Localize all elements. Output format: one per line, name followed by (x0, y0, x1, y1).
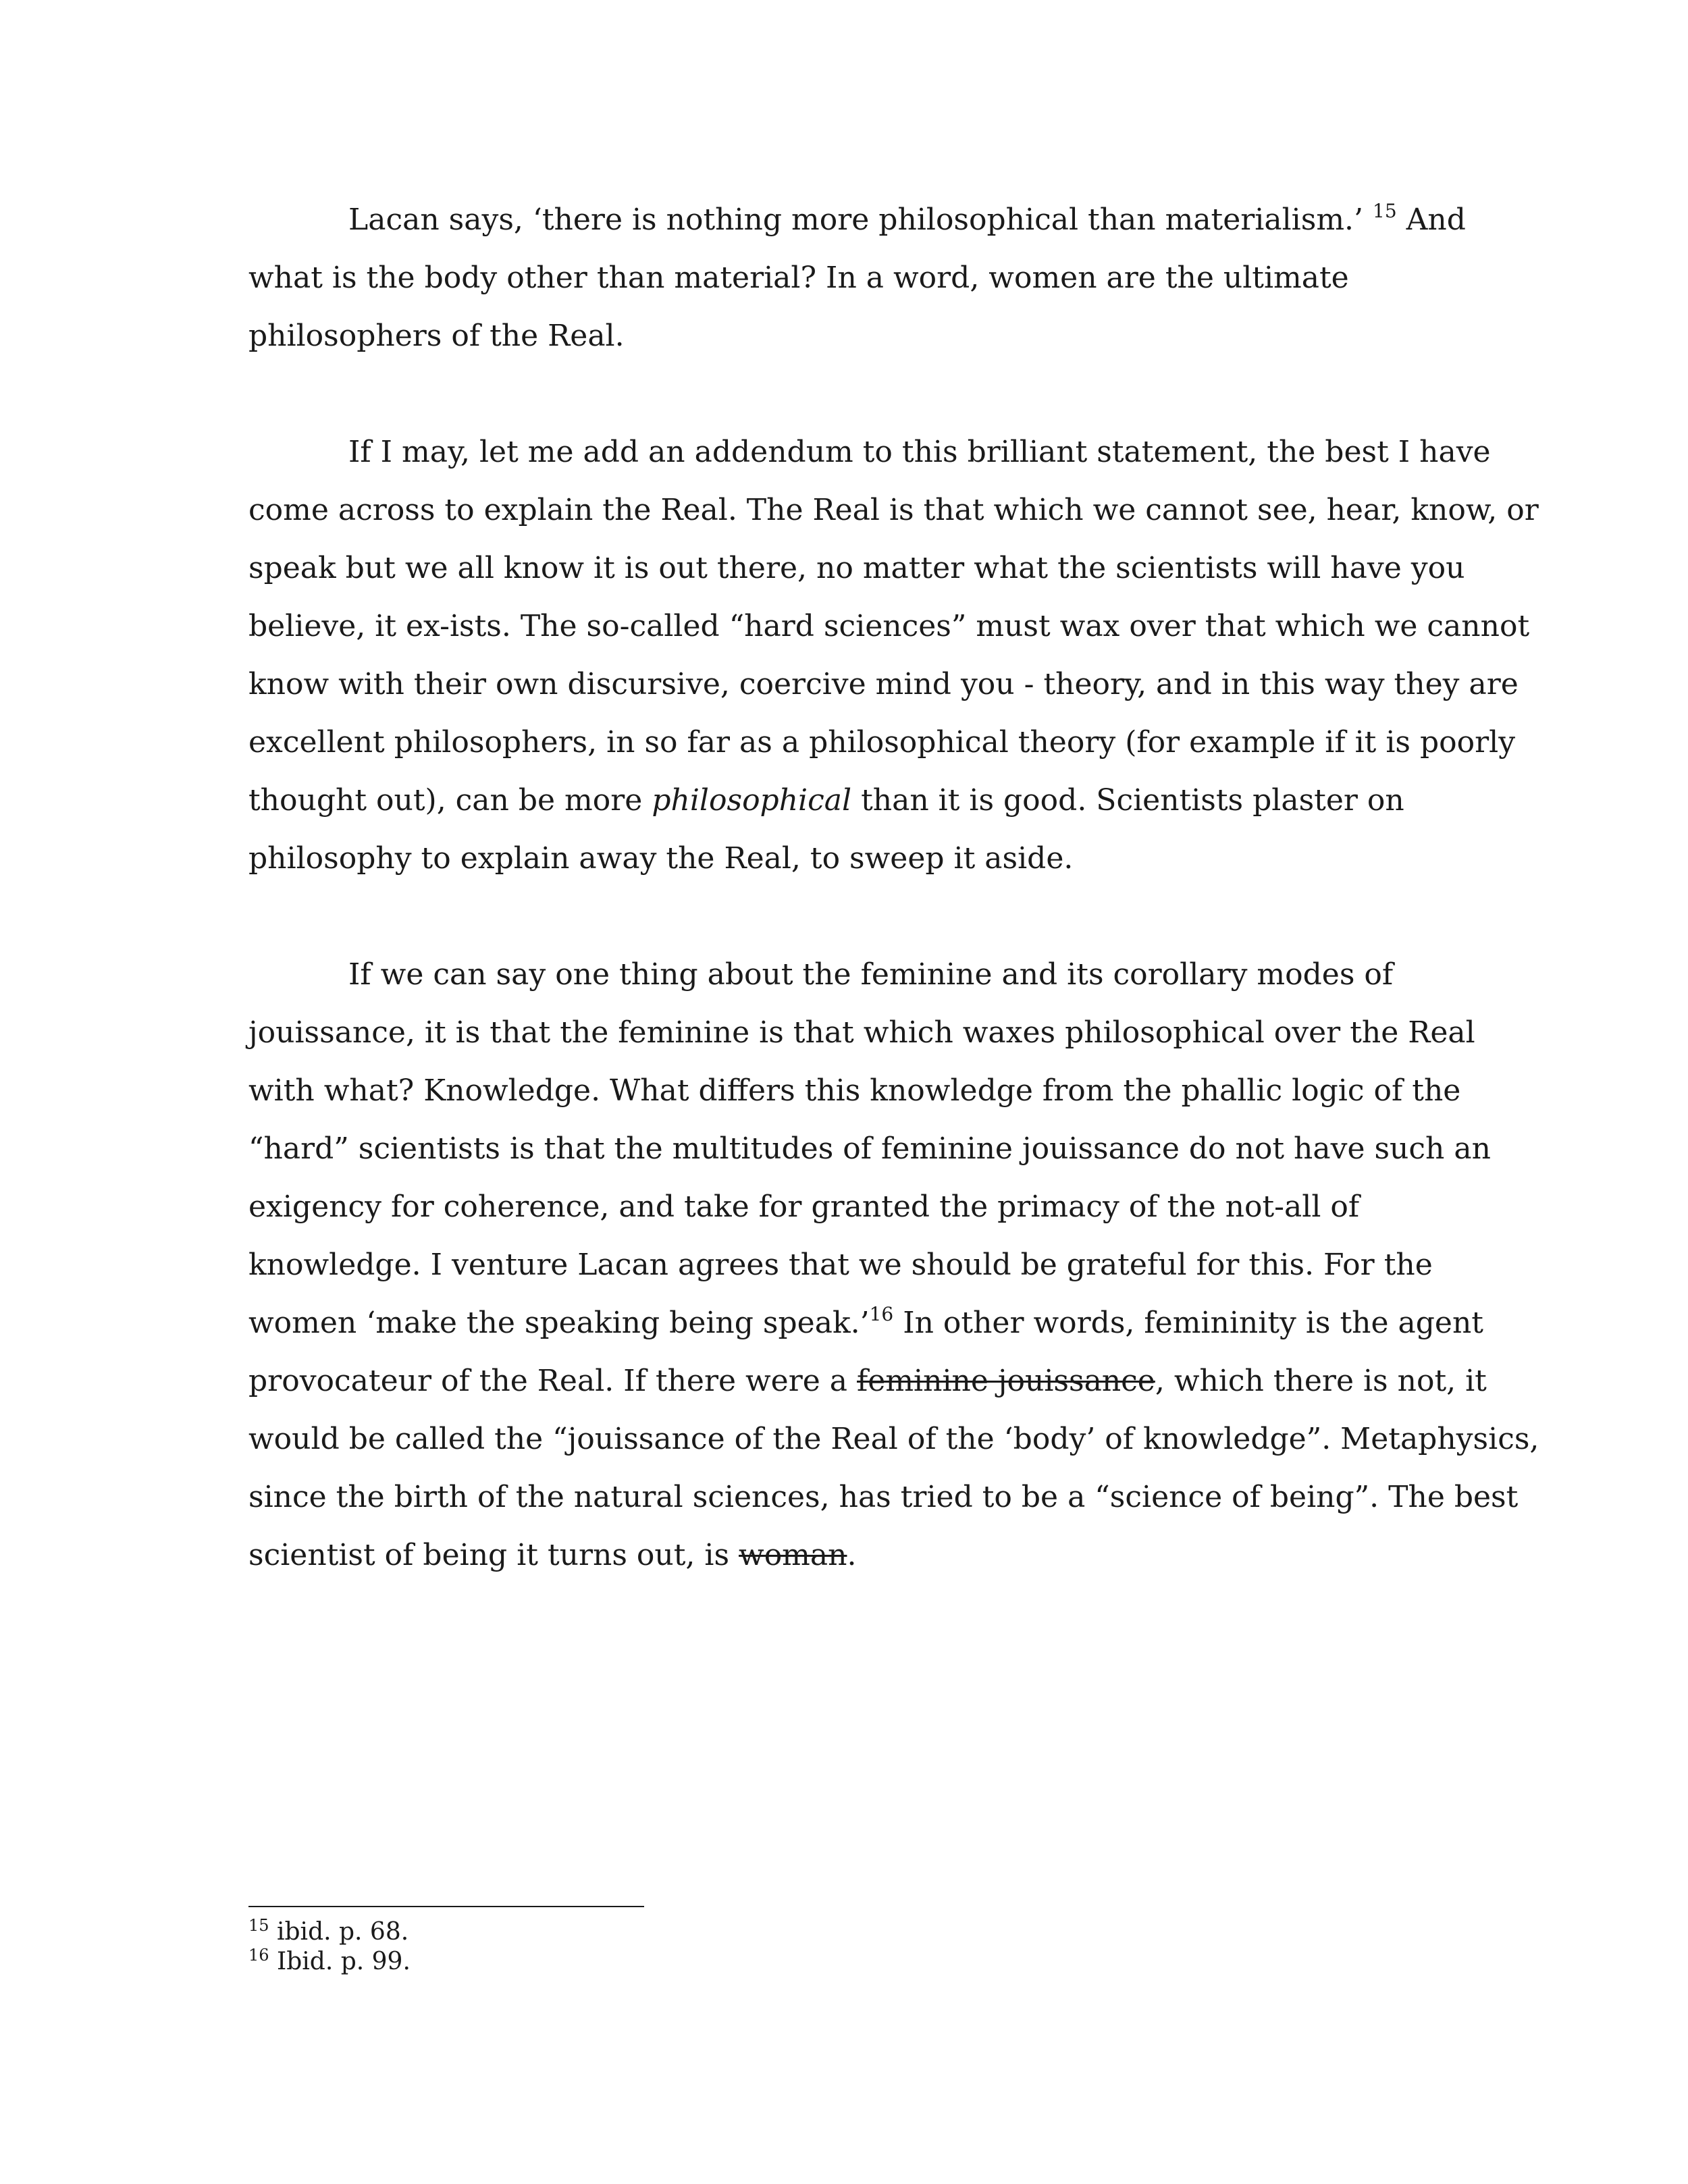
footnote-text: ibid. p. 68. (269, 1918, 409, 1946)
paragraph-2-line-8: philosophy to explain away the Real, to sweep it aside. (248, 841, 1074, 876)
text-span: And (1396, 203, 1466, 237)
paragraph-2-line-3: speak but we all know it is out there, no matter what the scientists will have you (248, 551, 1465, 585)
text-span: Lacan says, ‘there is nothing more philosophical than materialism.’ (348, 203, 1373, 237)
paragraph-1-line-1 (348, 191, 1466, 249)
footnote-number: 16 (248, 1946, 269, 1965)
paragraph-2-line-5: know with their own discursive, coercive mind you - theory, and in this way they are (248, 667, 1519, 701)
paragraph-3-line-3: with what? Knowledge. What differs this knowledge from the phallic logic of the (248, 1073, 1461, 1108)
paragraph-3-line-1: If we can say one thing about the feminine and its corollary modes of (348, 957, 1394, 992)
paragraph-2-line-4: believe, it ex-ists. The so-called “hard sciences” must wax over that which we cannot (248, 609, 1530, 643)
paragraph-2-line-2: come across to explain the Real. The Real is that which we cannot see, hear, know, or (248, 493, 1539, 527)
text-span: In other words, femininity is the agent (893, 1306, 1483, 1340)
paragraph-3-line-8 (248, 1352, 1487, 1410)
paragraph-3-line-10: since the birth of the natural sciences, has tried to be a “science of being”. The best (248, 1480, 1519, 1514)
paragraph-3-line-6: knowledge. I venture Lacan agrees that we should be grateful for this. For the (248, 1248, 1433, 1282)
paragraph-1-line-2: what is the body other than material? In a word, women are the ultimate (248, 261, 1349, 295)
paragraph-3-line-9: would be called the “jouissance of the Real of the ‘body’ of knowledge”. Metaphysics, (248, 1422, 1539, 1456)
text-span: provocateur of the Real. If there were a (248, 1364, 857, 1398)
footnote-16 (248, 1947, 411, 1977)
footnote-ref-16[interactable]: 16 (869, 1303, 894, 1326)
italic-word: philosophical (652, 783, 852, 818)
strikethrough-text: woman (739, 1538, 847, 1572)
paragraph-3-line-11 (248, 1526, 856, 1584)
footnote-number: 15 (248, 1916, 269, 1935)
paragraph-3-line-4: “hard” scientists is that the multitudes of feminine jouissance do not have such an (248, 1131, 1491, 1166)
paragraph-3-line-7 (248, 1294, 1483, 1352)
paragraph-3-line-2: jouissance, it is that the feminine is that which waxes philosophical over the Real (248, 1015, 1475, 1050)
paragraph-2-line-7 (248, 772, 1404, 830)
text-span: than it is good. Scientists plaster on (851, 783, 1404, 818)
footnote-text: Ibid. p. 99. (269, 1948, 411, 1975)
paragraph-1-line-3: philosophers of the Real. (248, 319, 625, 353)
text-span: scientist of being it turns out, is (248, 1538, 739, 1572)
footnote-15 (248, 1917, 408, 1947)
strikethrough-text: feminine jouissance (857, 1364, 1155, 1398)
paragraph-2-line-1: If I may, let me add an addendum to this brilliant statement, the best I have (348, 435, 1491, 469)
text-span: women ‘make the speaking being speak.’ (248, 1306, 870, 1340)
footnote-separator (248, 1906, 644, 1907)
text-span: thought out), can be more (248, 783, 652, 818)
paragraph-3-line-5: exigency for coherence, and take for granted the primacy of the not-all of (248, 1190, 1360, 1224)
paragraph-2-line-6: excellent philosophers, in so far as a philosophical theory (for example if it is poorly (248, 725, 1516, 760)
text-span: . (847, 1538, 857, 1572)
text-span: , which there is not, it (1155, 1364, 1487, 1398)
footnote-ref-15[interactable]: 15 (1373, 200, 1397, 223)
